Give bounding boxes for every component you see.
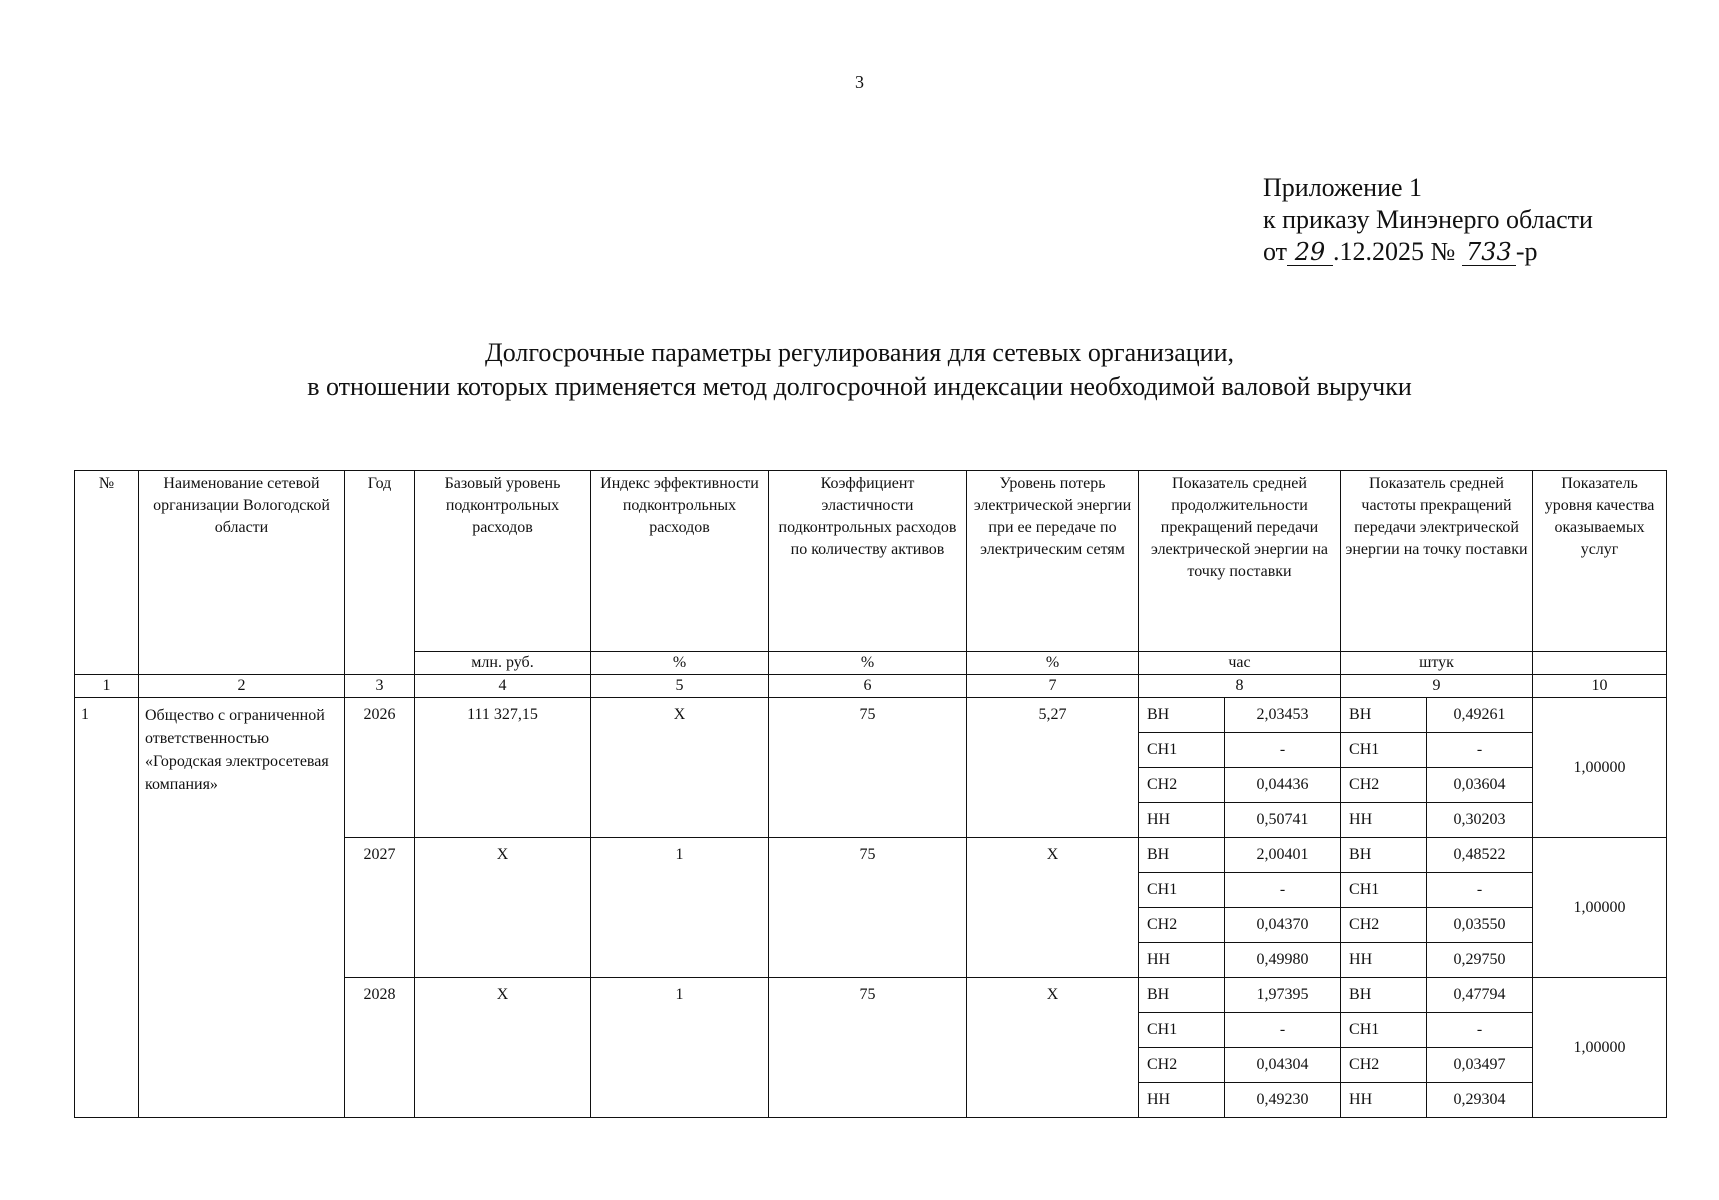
column-numbers-row: [75, 675, 1667, 698]
coef-cell: 75: [769, 838, 967, 978]
frequency-value: 0,48522: [1427, 838, 1533, 873]
handwritten-order-number: 733: [1462, 239, 1516, 266]
loss-cell: Х: [967, 978, 1139, 1118]
loss-cell: 5,27: [967, 698, 1139, 838]
unit-quality: [1533, 652, 1667, 675]
index-cell: Х: [591, 698, 769, 838]
header-org: Наименование сетевой организации Вологодской области: [139, 471, 345, 675]
handwritten-day: 29: [1287, 239, 1333, 266]
year-cell: 2026: [345, 698, 415, 838]
header-coef: Коэффициент эластичности подконтрольных расходов по количеству активов: [769, 471, 967, 652]
parameters-table: [74, 470, 1667, 1118]
year-cell: 2027: [345, 838, 415, 978]
col-number: 3: [345, 675, 415, 698]
header-base: Базовый уровень подконтрольных расходов: [415, 471, 591, 652]
title-line-2: в отношении которых применяется метод долгосрочной индексации необходимой валовой выручки: [307, 372, 1412, 401]
voltage-level: ВН: [1139, 698, 1225, 733]
coef-cell: 75: [769, 978, 967, 1118]
header-loss: Уровень потерь электрической энергии при ее передаче по электрическим сетям: [967, 471, 1139, 652]
voltage-level: ВН: [1139, 978, 1225, 1013]
col-number: 7: [967, 675, 1139, 698]
duration-value: 0,04436: [1225, 768, 1341, 803]
frequency-value: 0,29750: [1427, 943, 1533, 978]
date-prefix: от: [1263, 237, 1288, 266]
frequency-value: 0,30203: [1427, 803, 1533, 838]
year-cell: 2028: [345, 978, 415, 1118]
voltage-level: СН2: [1341, 1048, 1427, 1083]
duration-value: 0,49230: [1225, 1083, 1341, 1118]
appendix-order-ref: к приказу Минэнерго области: [1263, 205, 1593, 234]
unit-index: %: [591, 652, 769, 675]
voltage-level: СН1: [1139, 873, 1225, 908]
voltage-level: ВН: [1341, 838, 1427, 873]
org-name: Общество с ограниченной ответственностью «Городская электросетевая компания»: [139, 698, 345, 1118]
col-number: 4: [415, 675, 591, 698]
quality-cell: 1,00000: [1533, 978, 1667, 1118]
voltage-level: НН: [1139, 803, 1225, 838]
voltage-level: СН2: [1139, 1048, 1225, 1083]
col-number: 1: [75, 675, 139, 698]
col-number: 10: [1533, 675, 1667, 698]
quality-cell: 1,00000: [1533, 838, 1667, 978]
date-rest: .12.2025 №: [1333, 237, 1456, 266]
col-number: 2: [139, 675, 345, 698]
voltage-level: СН2: [1341, 908, 1427, 943]
unit-loss: %: [967, 652, 1139, 675]
unit-duration: час: [1139, 652, 1341, 675]
base-cell: Х: [415, 838, 591, 978]
duration-value: -: [1225, 733, 1341, 768]
duration-value: 1,97395: [1225, 978, 1341, 1013]
voltage-level: СН1: [1139, 1013, 1225, 1048]
duration-value: 2,00401: [1225, 838, 1341, 873]
voltage-level: НН: [1341, 943, 1427, 978]
appendix-block: [1263, 172, 1593, 268]
header-row: [75, 471, 1667, 652]
frequency-value: 0,03497: [1427, 1048, 1533, 1083]
duration-value: 0,04370: [1225, 908, 1341, 943]
voltage-level: НН: [1139, 943, 1225, 978]
voltage-level: СН1: [1341, 1013, 1427, 1048]
frequency-value: 0,03604: [1427, 768, 1533, 803]
header-quality: Показатель уровня качества оказываемых услуг: [1533, 471, 1667, 652]
page-number: 3: [855, 72, 864, 92]
col-number: 6: [769, 675, 967, 698]
appendix-date-line: [1263, 236, 1593, 268]
table-row: [75, 698, 1667, 733]
header-no: №: [75, 471, 139, 675]
base-cell: Х: [415, 978, 591, 1118]
document-title: [0, 336, 1719, 404]
frequency-value: 0,47794: [1427, 978, 1533, 1013]
header-year: Год: [345, 471, 415, 675]
duration-value: 0,04304: [1225, 1048, 1341, 1083]
unit-frequency: штук: [1341, 652, 1533, 675]
header-index: Индекс эффективности подконтрольных расходов: [591, 471, 769, 652]
header-duration: Показатель средней продолжительности прекращений передачи электрической энергии на точку поставки: [1139, 471, 1341, 652]
voltage-level: СН1: [1341, 733, 1427, 768]
index-cell: 1: [591, 978, 769, 1118]
voltage-level: СН2: [1139, 768, 1225, 803]
duration-value: 0,49980: [1225, 943, 1341, 978]
col-number: 9: [1341, 675, 1533, 698]
frequency-value: -: [1427, 873, 1533, 908]
duration-value: -: [1225, 873, 1341, 908]
voltage-level: СН2: [1139, 908, 1225, 943]
voltage-level: СН1: [1341, 873, 1427, 908]
quality-cell: 1,00000: [1533, 698, 1667, 838]
duration-value: 2,03453: [1225, 698, 1341, 733]
voltage-level: НН: [1139, 1083, 1225, 1118]
unit-base: млн. руб.: [415, 652, 591, 675]
unit-coef: %: [769, 652, 967, 675]
col-number: 5: [591, 675, 769, 698]
frequency-value: -: [1427, 733, 1533, 768]
frequency-value: 0,49261: [1427, 698, 1533, 733]
order-suffix: -р: [1515, 237, 1538, 266]
header-frequency: Показатель средней частоты прекращений передачи электрической энергии на точку поставки: [1341, 471, 1533, 652]
appendix-title: Приложение 1: [1263, 173, 1423, 202]
voltage-level: НН: [1341, 803, 1427, 838]
voltage-level: СН1: [1139, 733, 1225, 768]
org-number: 1: [75, 698, 139, 1118]
voltage-level: СН2: [1341, 768, 1427, 803]
voltage-level: ВН: [1341, 698, 1427, 733]
voltage-level: ВН: [1139, 838, 1225, 873]
voltage-level: ВН: [1341, 978, 1427, 1013]
voltage-level: НН: [1341, 1083, 1427, 1118]
coef-cell: 75: [769, 698, 967, 838]
frequency-value: -: [1427, 1013, 1533, 1048]
loss-cell: Х: [967, 838, 1139, 978]
frequency-value: 0,29304: [1427, 1083, 1533, 1118]
duration-value: 0,50741: [1225, 803, 1341, 838]
index-cell: 1: [591, 838, 769, 978]
base-cell: 111 327,15: [415, 698, 591, 838]
col-number: 8: [1139, 675, 1341, 698]
frequency-value: 0,03550: [1427, 908, 1533, 943]
duration-value: -: [1225, 1013, 1341, 1048]
title-line-1: Долгосрочные параметры регулирования для сетевых организации,: [484, 338, 1235, 367]
